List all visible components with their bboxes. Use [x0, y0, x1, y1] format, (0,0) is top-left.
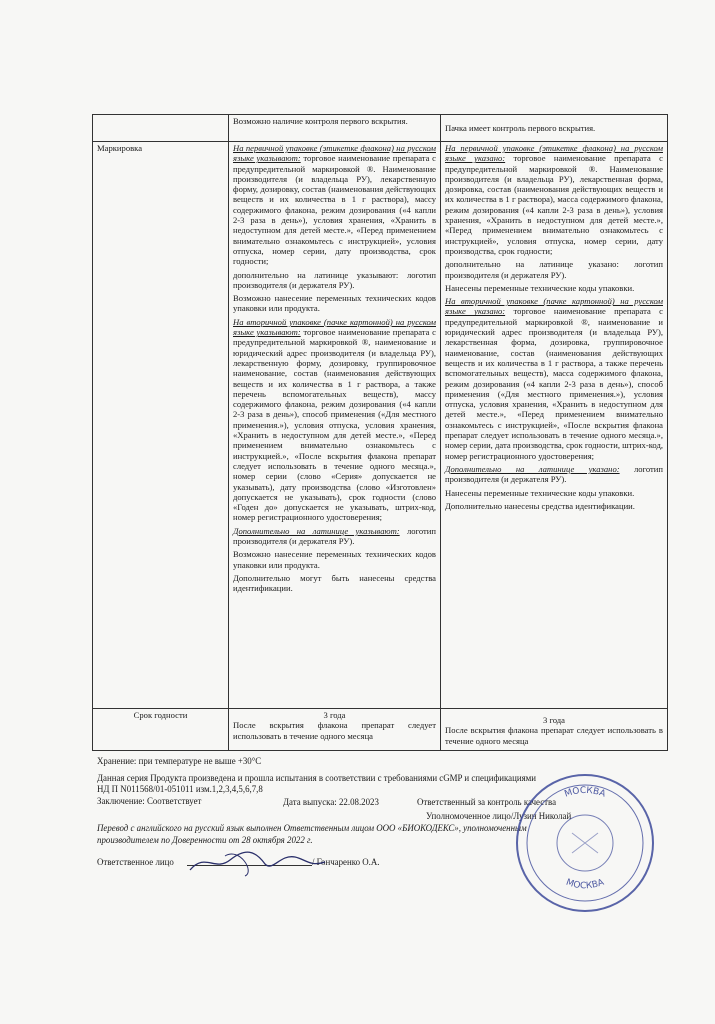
- col3-latin-note: дополнительно на латинице указано: логотип производителя (и держателя РУ).: [445, 259, 663, 280]
- row0-label-cell: [93, 115, 229, 142]
- shelf-life-col3-body: После вскрытия флакона препарат следует использовать в течение одного месяца: [445, 725, 663, 746]
- col3-latin-extra-head: Дополнительно на латинице указано:: [445, 463, 620, 474]
- col2-secondary-head: На вторичной упаковке (пачке картонной) на русском языке указывают:: [233, 316, 436, 338]
- col2-latin-extra-body: логотип производителя (и держателя РУ).: [233, 525, 436, 546]
- marking-col3-cell: [441, 142, 668, 709]
- col2-primary-head: На первичной упаковке (этикетке флакона) на русском языке указывают:: [233, 143, 436, 164]
- col2-latin-extra-head: Дополнительно на латинице указывают:: [233, 525, 400, 536]
- translation-note-line2: производителем по Доверенности от 28 октября 2022 г.: [97, 835, 313, 845]
- marking-col2-cell: [229, 142, 441, 709]
- col3-codes-extra: Нанесены переменные технические коды упаковки.: [445, 487, 635, 498]
- row0-col2-cell: [229, 115, 441, 142]
- col2-codes-extra: Возможно нанесение переменных технических кодов упаковки или продукта.: [233, 549, 436, 570]
- col2-identification: Дополнительно могут быть нанесены средства идентификации.: [233, 572, 436, 594]
- shelf-life-col2-body: После вскрытия флакона препарат следует использовать в течение одного месяца: [233, 720, 436, 741]
- stamp-top-text: МОСКВА: [563, 785, 607, 800]
- shelf-life-col2-title: 3 года: [323, 710, 346, 720]
- row0-col2-text: Возможно наличие контроля первого вскрытия.: [233, 116, 408, 126]
- handwritten-signature: [185, 842, 335, 882]
- series-statement: Данная серия Продукта произведена и прошла испытания в соответствии с требованиями cGMP и спецификациями: [97, 773, 537, 783]
- table-row: [93, 142, 668, 709]
- translation-note-line1: Перевод с английского на русский язык выполнен Ответственным лицом ООО «БИОКОДЕКС», уполномоченным: [97, 823, 527, 833]
- row0-col3-cell: [441, 115, 668, 142]
- responsible-name: / Гончаренко О.А.: [312, 857, 380, 867]
- release-date: Дата выпуска: 22.08.2023: [283, 797, 379, 807]
- col2-latin-extra: [233, 526, 436, 547]
- shelf-life-col3-cell: [441, 709, 668, 751]
- col3-codes-note: Нанесены переменные технические коды упаковки.: [445, 282, 635, 293]
- col3-primary-head: На первичной упаковке (этикетке флакона) на русском языке указано:: [445, 143, 663, 164]
- col2-primary-body: торговое наименование препарата с предупредительной маркировкой ®. Наименование производителя (и владельца РУ), лекарственную форму, дозировку, состав (наименования действующих веществ и их количества в 1 г раствора), массу содержимого флакона, режим дозирования («4 капли 2-3 раза в день»), условия хранения, «Хранить в недоступном для детей месте.», «Перед применением внимательно ознакомьтесь с инструкцией», условия отпуска, номер серии, дату производства, срок годности;: [233, 153, 436, 267]
- col2-primary-pack: [233, 143, 436, 267]
- row0-col3-text: Пачка имеет контроль первого вскрытия.: [445, 123, 596, 133]
- stamp-bottom-text: МОСКВА: [564, 877, 606, 892]
- shelf-life-col3-title: 3 года: [543, 715, 565, 725]
- round-company-stamp: [510, 768, 660, 918]
- col3-secondary-head: На вторичной упаковке (пачке картонной) на русском языке указано:: [445, 296, 663, 317]
- responsible-qc: Ответственный за контроль качества: [417, 797, 557, 807]
- table-row: [93, 115, 668, 142]
- col3-identification: Дополнительно нанесены средства идентификации.: [445, 500, 635, 511]
- col2-codes-note: Возможно нанесение переменных технических кодов упаковки или продукта.: [233, 293, 436, 314]
- specification-table: [92, 114, 668, 751]
- marking-label: Маркировка: [97, 143, 143, 153]
- responsible-label: Ответственное лицо: [97, 857, 174, 867]
- col2-secondary-body: торговое наименование препарата с предупредительной маркировкой ®, наименование и юридический адрес производителя (и владельца РУ), лекарственную форму, дозировку, группировочное наименование, состав (наименования действующих веществ и их количества в 1 г раствора, а также перечень вспомогательных веществ), массу содержимого флакона, режим дозирования («4 капли 2-3 раза в день»), способ применения («Для местного применения.»), условия отпуска, условия хранения, «Хранить в недоступном для детей месте.», «Перед применением внимательно ознакомьтесь с инструкцией.», «После вскрытия флакона препарат следует использовать в течение одного месяца.», номер серии (слово «Серия» допускается не указывать), дату производства (слово «Изготовлен» допускается не указывать), срок годности (слово «Годен до» допускается не указывать, штрих-код, номер регистрационного удостоверения;: [233, 327, 436, 523]
- authorized-person: Уполномоченное лицо/Лузин Николай: [426, 811, 572, 821]
- shelf-life-label: Срок годности: [133, 710, 188, 720]
- col3-secondary-body: торговое наименование препарата с предупредительной маркировкой ®, наименование и юридический адрес производителя (и владельца РУ), лекарственная форма, дозировка, группировочное наименование, состав (наименования действующих веществ и их количества в 1 г раствора, а также перечень вспомогательных веществ), масса содержимого флакона, режим дозирования («4 капли 2-3 раза в день»), способ применения («Для местного применения.»), условия отпуска, условия хранения, «Хранить в недоступном для детей месте.», «Перед применением внимательно ознакомьтесь с инструкцией», «После вскрытия флакона препарат следует использовать в течение одного месяца.», номер серии, дата производства, срок годности, штрих-код, номер регистрационного удостоверения;: [445, 306, 663, 461]
- col3-secondary-pack: [445, 296, 663, 461]
- col2-latin-note: дополнительно на латинице указывают: логотип производителя (и держателя РУ).: [233, 269, 436, 290]
- storage-line: Хранение: при температуре не выше +30°С: [97, 756, 262, 766]
- shelf-life-col2-cell: [229, 709, 441, 751]
- col2-secondary-pack: [233, 317, 436, 523]
- col3-primary-body: торговое наименование препарата с предупредительной маркировкой ®. Наименование производителя (и владельца РУ), лекарственная форма, дозировка, состав (наименования действующих веществ и их количества в 1 г раствора), масса содержимого флакона, режим дозирования («4 капли 2-3 раза в день»), условия хранения, «Хранить в недоступном для детей месте.», «Перед применением внимательно ознакомьтесь с инструкцией», условия отпуска, номер серии, дату производства, срок годности;: [445, 153, 663, 256]
- col3-latin-extra-body: логотип производителя (и держателя РУ).: [445, 463, 663, 485]
- conclusion: Заключение: Соответствует: [97, 796, 202, 806]
- svg-text:МОСКВА: [565, 877, 607, 891]
- nd-number: НД П N011568/01-051011 изм.1,2,3,4,5,6,7,8: [97, 784, 263, 794]
- col3-latin-extra: [445, 464, 663, 485]
- table-row: [93, 709, 668, 751]
- shelf-life-label-cell: [93, 709, 229, 751]
- svg-text:МОСКВА: [563, 786, 607, 800]
- marking-label-cell: [93, 142, 229, 709]
- col3-primary-pack: [445, 143, 663, 256]
